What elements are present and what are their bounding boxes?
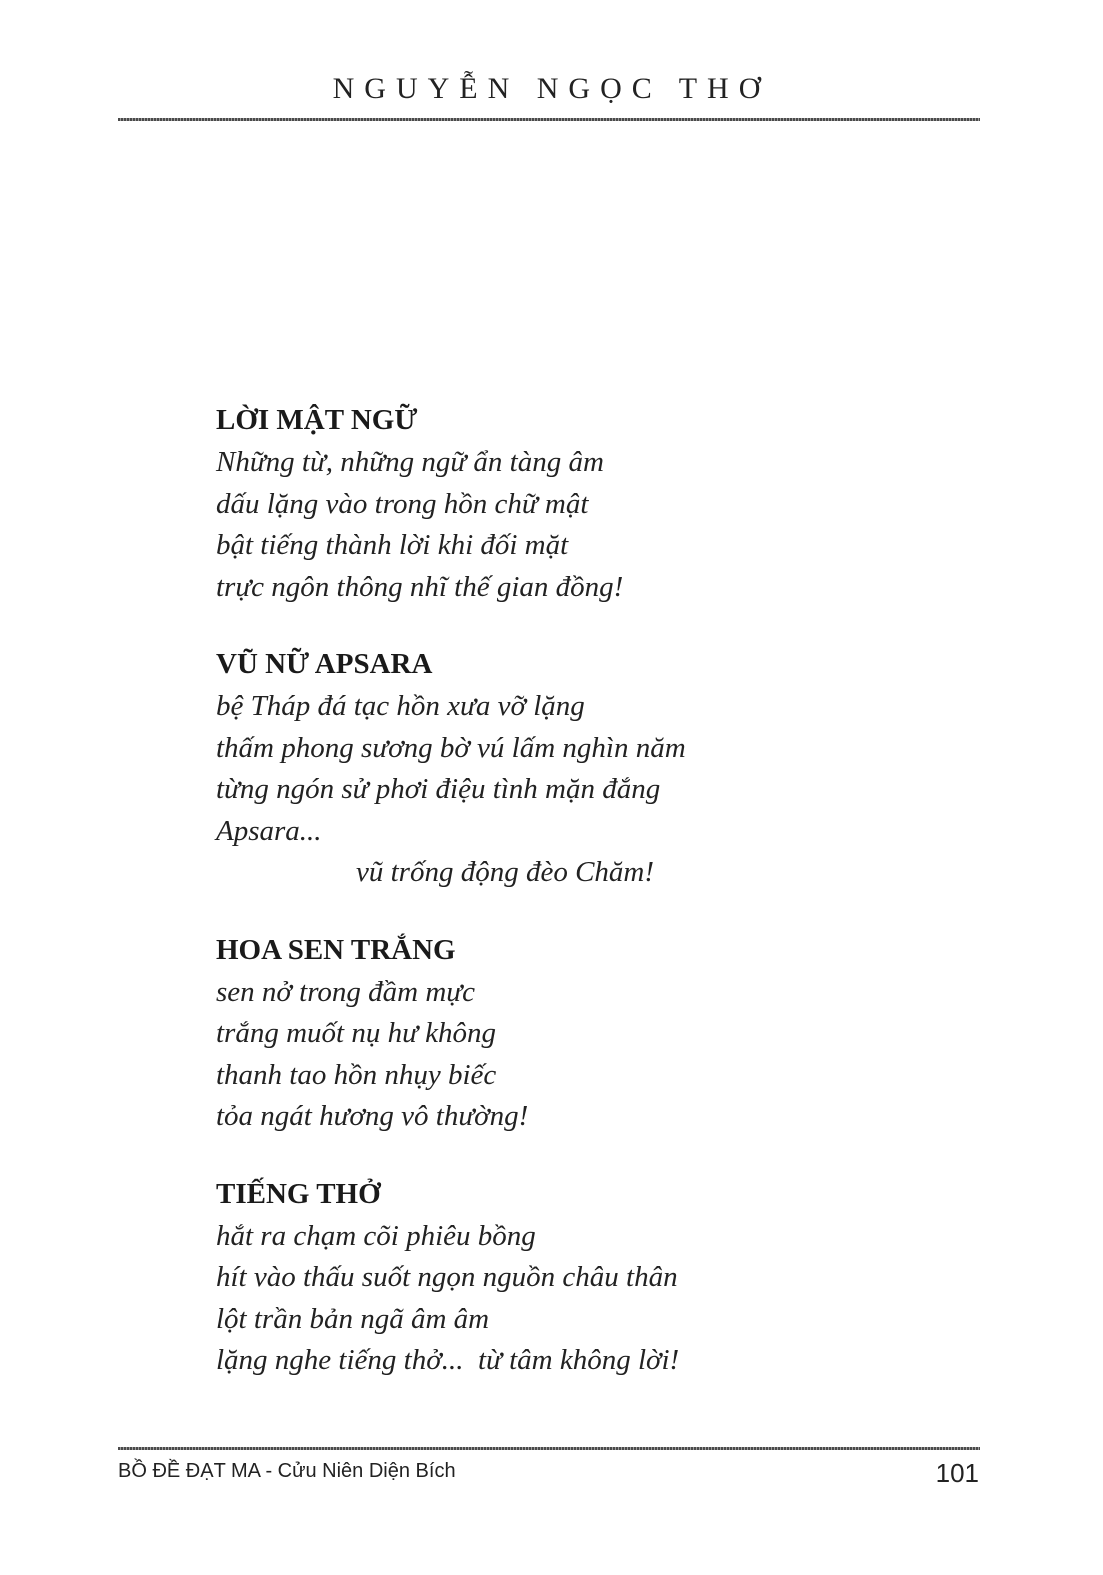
poem-line: dấu lặng vào trong hồn chữ mật — [216, 487, 589, 520]
running-header-author: NGUYỄN NGỌC THƠ — [332, 72, 771, 105]
poem-line: lột trần bản ngã âm âm — [216, 1302, 490, 1335]
page-number: 101 — [935, 1458, 979, 1488]
poem — [216, 928, 996, 1138]
poem-title: HOA SEN TRẮNG — [216, 933, 456, 966]
poem-line: thấm phong sương bờ vú lấm nghìn năm — [216, 731, 686, 764]
poem-line-indented: vũ trống động đèo Chăm! — [356, 856, 655, 888]
poem-line: Những từ, những ngữ ẩn tàng âm — [216, 446, 604, 478]
poem-line: trực ngôn thông nhĩ thế gian đồng! — [216, 570, 624, 603]
poem-line: lặng nghe tiếng thở... từ tâm không lời! — [216, 1344, 680, 1376]
poem-line: tỏa ngát hương vô thường! — [216, 1100, 529, 1132]
poem-line: thanh tao hồn nhụy biếc — [216, 1058, 497, 1091]
poem — [216, 1172, 996, 1382]
footer-divider — [118, 1447, 980, 1450]
poem-title: TIẾNG THỞ — [216, 1177, 381, 1210]
poem-line: bật tiếng thành lời khi đối mặt — [216, 529, 569, 561]
poem-line: hít vào thấu suốt ngọn nguồn châu thân — [216, 1261, 678, 1293]
poem — [216, 642, 996, 894]
poem-line: trắng muốt nụ hư không — [216, 1017, 497, 1049]
poem-line: bệ Tháp đá tạc hồn xưa vỡ lặng — [216, 690, 585, 722]
header-divider — [118, 118, 980, 121]
poem-line: sen nở trong đầm mực — [216, 975, 475, 1008]
poem-line: hắt ra chạm cõi phiêu bồng — [216, 1219, 536, 1252]
poem — [216, 398, 996, 608]
poem-line: Apsara... — [216, 814, 322, 847]
poem-title: LỜI MẬT NGỮ — [216, 404, 418, 436]
running-footer-book-title: BỒ ĐỀ ĐẠT MA - Cửu Niên Diện Bích — [118, 1460, 456, 1482]
poem-title: VŨ NỮ APSARA — [216, 648, 433, 680]
poem-line: từng ngón sử phơi điệu tình mặn đắng — [216, 773, 661, 805]
poem-collection — [216, 398, 996, 1416]
